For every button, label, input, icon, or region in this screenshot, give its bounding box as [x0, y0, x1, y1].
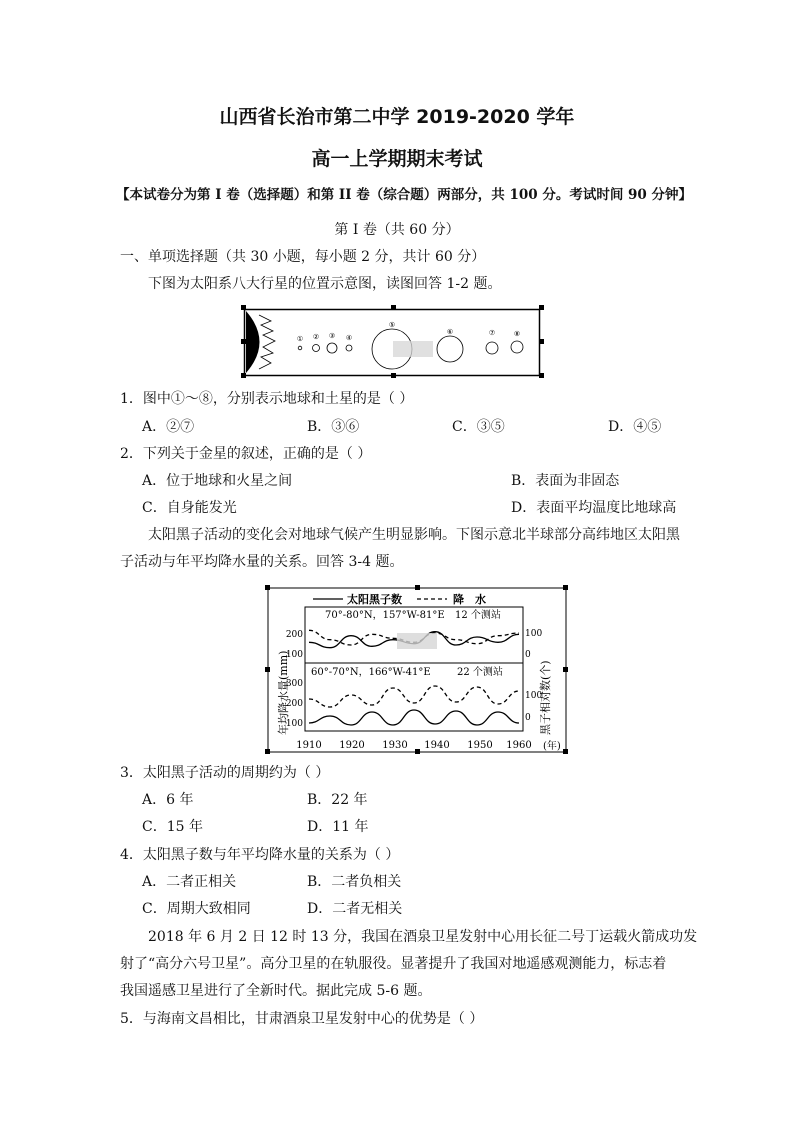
legend-precip-label: 降 水: [453, 593, 486, 606]
planet-label-5: ⑤: [388, 321, 396, 329]
upper-right-tick-100: 100: [525, 629, 543, 639]
question-3-option-a[interactable]: A．6 年: [142, 792, 194, 808]
question-4-stem: 4．太阳黑子数与年平均降水量的关系为（ ）: [120, 847, 400, 863]
watermark-blur: [393, 341, 433, 357]
y-right-title: 黑子相对数(个): [539, 660, 552, 735]
question-4-option-b[interactable]: B．二者负相关: [307, 874, 402, 890]
x-tick-1910: 1910: [296, 740, 322, 751]
x-tick-1920: 1920: [339, 740, 365, 751]
planet-4: [346, 345, 352, 351]
question-4-option-c[interactable]: C．周期大致相同: [142, 901, 251, 917]
sun-corona: [259, 315, 275, 369]
planet-label-4: ④: [345, 334, 353, 342]
lower-panel-stations: 22 个测站: [457, 667, 503, 678]
sunspot-passage-line1: 太阳黑子活动的变化会对地球气候产生明显影响。下图示意北半球部分高纬地区太阳黑: [148, 527, 680, 543]
exam-instructions: 【本试卷分为第 I 卷（选择题）和第 II 卷（综合题）两部分，共 100 分。考试时间 90 分钟】: [116, 187, 693, 203]
lower-left-tick-100: 100: [285, 719, 303, 729]
question-2-option-d[interactable]: D．表面平均温度比地球高: [511, 500, 677, 516]
upper-left-tick-100: 100: [285, 650, 303, 660]
planets-figure: [243, 307, 543, 377]
planet-2: [313, 345, 320, 352]
upper-panel-stations: 12 个测站: [455, 610, 501, 621]
planet-1: [298, 346, 302, 350]
part-heading: 一、单项选择题（共 30 小题，每小题 2 分，共计 60 分）: [120, 249, 486, 265]
planet-label-7: ⑦: [488, 329, 496, 337]
planet-label-6: ⑥: [446, 328, 454, 336]
planets-diagram: [243, 307, 543, 377]
question-3-stem: 3．太阳黑子活动的周期约为（ ）: [120, 765, 330, 781]
question-4-option-a[interactable]: A．二者正相关: [142, 874, 237, 890]
question-5-stem: 5．与海南文昌相比，甘肃酒泉卫星发射中心的优势是（ ）: [120, 1011, 484, 1027]
x-tick-1930: 1930: [382, 740, 408, 751]
x-tick-1950: 1950: [467, 740, 493, 751]
x-axis-unit: (年): [543, 741, 561, 752]
question-2-option-b[interactable]: B．表面为非固态: [511, 473, 620, 489]
planet-6: [437, 336, 463, 362]
planet-label-2: ②: [312, 333, 320, 341]
question-3-option-b[interactable]: B．22 年: [307, 792, 368, 808]
sun-shape: [246, 311, 260, 373]
planet-7: [486, 342, 498, 354]
question-1-option-c[interactable]: C．③⑤: [452, 419, 505, 435]
exam-title-line1: 山西省长治市第二中学 2019-2020 学年: [219, 106, 575, 128]
question-4-option-d[interactable]: D．二者无相关: [307, 901, 403, 917]
planets-intro: 下图为太阳系八大行星的位置示意图，读图回答 1-2 题。: [148, 276, 502, 292]
question-1-stem: 1．图中①～⑧，分别表示地球和土星的是（ ）: [120, 391, 414, 407]
planet-label-3: ③: [328, 332, 336, 340]
satellite-passage-line3: 我国遥感卫星进行了全新时代。据此完成 5-6 题。: [120, 983, 432, 999]
upper-right-tick-0: 0: [525, 650, 531, 660]
lower-left-tick-200: 200: [285, 699, 303, 709]
lower-precip-line: [309, 686, 519, 707]
planet-3: [327, 343, 337, 353]
question-1-option-d[interactable]: D．④⑤: [608, 419, 662, 435]
lower-panel-region: 60°-70°N，166°W-41°E: [311, 667, 431, 678]
satellite-passage-line1: 2018 年 6 月 2 日 12 时 13 分，我国在酒泉卫星发射中心用长征二号丁运载火箭成功发: [148, 929, 698, 945]
question-1-option-a[interactable]: A．②⑦: [142, 419, 195, 435]
volume-title: 第 I 卷（共 60 分）: [334, 222, 460, 238]
sunspot-passage-line2: 子活动与年平均降水量的关系。回答 3-4 题。: [120, 554, 404, 570]
lower-left-tick-300: 300: [285, 679, 303, 689]
sunspot-chart: [267, 587, 567, 753]
x-tick-1960: 1960: [506, 740, 532, 751]
lower-right-tick-100: 100: [525, 691, 543, 701]
x-tick-1940: 1940: [424, 740, 450, 751]
question-2-stem: 2．下列关于金星的叙述，正确的是（ ）: [120, 446, 372, 462]
satellite-passage-line2: 射了“高分六号卫星”。高分卫星的在轨服役。显著提升了我国对地遥感观测能力，标志着: [120, 956, 667, 972]
legend-sunspot-label: 太阳黑子数: [347, 593, 402, 606]
planet-label-8: ⑧: [513, 330, 521, 338]
lower-sunspot-line: [309, 710, 519, 725]
planet-label-1: ①: [296, 335, 304, 343]
question-3-option-d[interactable]: D．11 年: [307, 819, 369, 835]
upper-left-tick-200: 200: [285, 630, 303, 640]
exam-title-line2: 高一上学期期末考试: [311, 148, 483, 170]
upper-panel-region: 70°-80°N，157°W-81°E: [325, 610, 445, 621]
watermark-blur: [397, 633, 437, 649]
question-2-option-a[interactable]: A．位于地球和火星之间: [142, 473, 293, 489]
y-left-title: 年均降水量(mm): [277, 650, 290, 735]
question-2-option-c[interactable]: C．自身能发光: [142, 500, 237, 516]
question-1-option-b[interactable]: B．③⑥: [307, 419, 360, 435]
sunspot-chart-figure: [267, 587, 567, 753]
planet-8: [511, 341, 523, 353]
lower-right-tick-0: 0: [525, 713, 531, 723]
question-3-option-c[interactable]: C．15 年: [142, 819, 203, 835]
